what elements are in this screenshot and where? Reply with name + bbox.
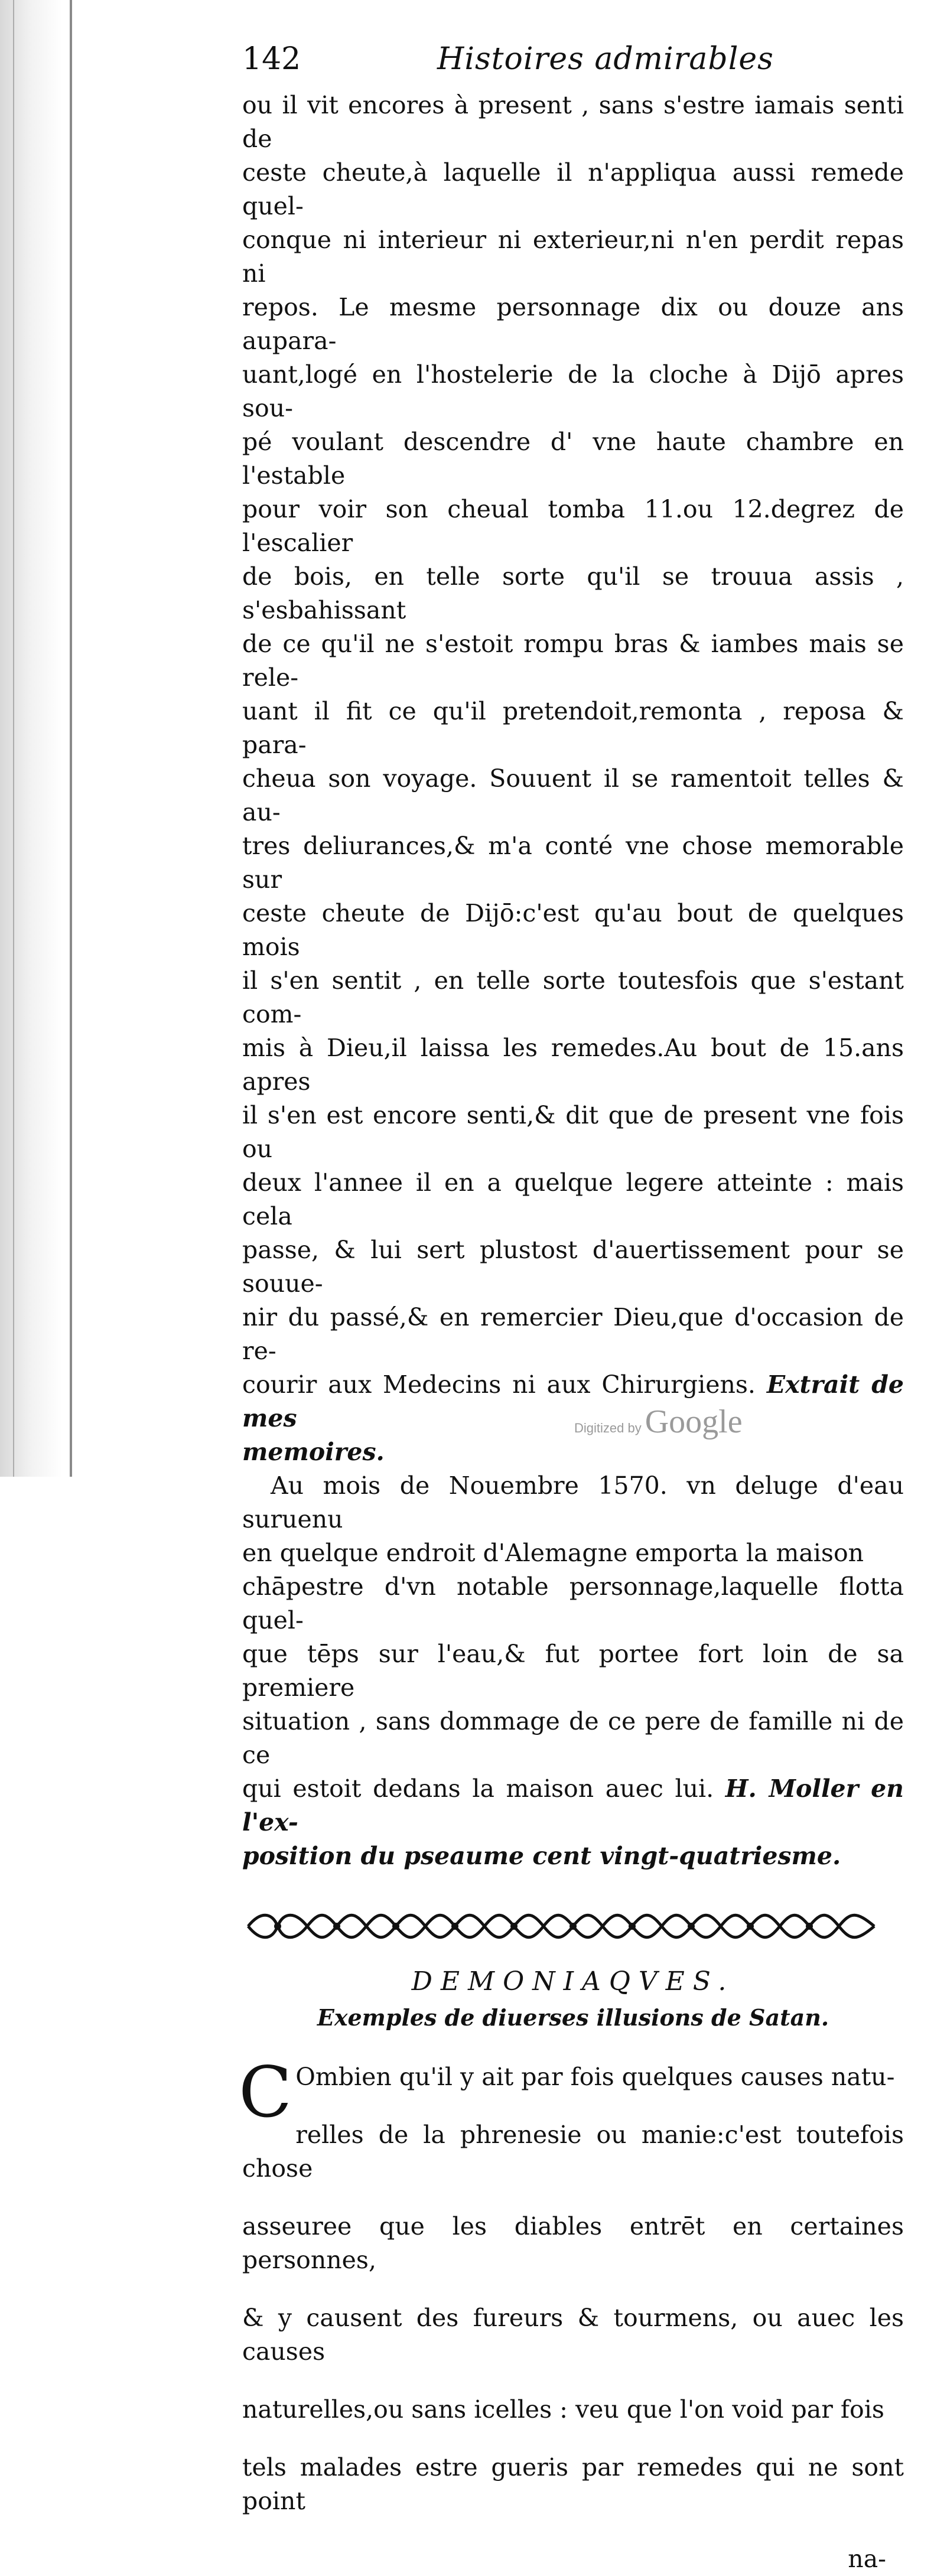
text-line: de ce qu'il ne s'estoit rompu bras & iambes mais se rele- [242, 630, 904, 692]
page-number: 142 [242, 41, 301, 77]
text-line: ceste cheute,à laquelle il n'appliqua aussi remede quel- [242, 158, 904, 220]
text-line: Ombien qu'il y ait par fois quelques causes natu- [295, 2063, 895, 2091]
paragraph-1 [242, 89, 904, 1873]
source-citation: Extrait de mes [242, 1370, 904, 1432]
text-line: conque ni interieur ni exterieur,ni n'en perdit repas ni [242, 226, 904, 288]
text-line: en quelque endroit d'Alemagne emporta la maison [242, 1539, 864, 1567]
drop-capital: C [239, 2051, 292, 2133]
running-title: Histoires admirables [437, 41, 774, 77]
section-paragraph [239, 2051, 904, 2518]
text-line: pour voir son cheual tomba 11.ou 12.degrez de l'escalier [242, 495, 904, 557]
text-line: nir du passé,& en remercier Dieu,que d'occasion de re- [242, 1303, 904, 1365]
source-citation-continued: position du pseaume cent vingt-quatriesme. [242, 1842, 841, 1870]
text-span: courir aux Medecins ni aux Chirurgiens. [242, 1370, 756, 1399]
decorative-ornament-band [242, 1909, 880, 1943]
text-line: situation , sans dommage de ce pere de famille ni de ce [242, 1707, 904, 1769]
text-line: repos. Le mesme personnage dix ou douze ans auparа- [242, 293, 904, 355]
text-line: naturelles,ou sans icelles : veu que l'on void par fois [242, 2395, 884, 2424]
running-header [242, 41, 904, 89]
google-logo: Google [645, 1403, 743, 1440]
gutter-edge-line [13, 0, 14, 1477]
text-line: ou il vit encores à present , sans s'estre iamais senti de [242, 91, 904, 153]
watermark-prefix: Digitized by [574, 1421, 642, 1435]
text-line: mis à Dieu,il laissa les remedes.Au bout de 15.ans apres [242, 1034, 904, 1096]
text-line: que tēps sur l'eau,& fut portee fort loin de sa premiere [242, 1640, 904, 1702]
text-line: uant,logé en l'hostelerie de la cloche à Dijō apres sou- [242, 360, 904, 422]
gutter-fold-line [70, 0, 72, 1477]
text-line: & y causent des fureurs & tourmens, ou auec les causes [242, 2304, 904, 2366]
source-citation: H. Moller en l'ex- [242, 1774, 904, 1836]
section-subheading: Exemples de diuerses illusions de Satan. [317, 2004, 829, 2031]
text-line: asseuree que les diables entrēt en certaines personnes, [242, 2212, 904, 2274]
text-line [242, 1368, 904, 1435]
text-line: pé voulant descendre d' vne haute chambre en l'estable [242, 428, 904, 490]
text-line: cheua son voyage. Souuent il se ramentoit telles & au- [242, 764, 904, 826]
text-line: de bois, en telle sorte qu'il se trouua assis , s'esbahissant [242, 562, 904, 624]
text-line: Au mois de Nouembre 1570. vn deluge d'eau suruenu [242, 1471, 904, 1533]
text-line: ceste cheute de Dijō:c'est qu'au bout de quelques mois [242, 899, 904, 961]
section-heading: DEMONIAQVES. [411, 1966, 735, 1997]
text-line: relles de la phrenesie ou manie:c'est toutefois chose [242, 2121, 904, 2183]
catchword: na- [848, 2545, 886, 2573]
text-line: il s'en sentit , en telle sorte toutesfois que s'estant com- [242, 966, 904, 1028]
text-line: tels malades estre gueris par remedes qui ne sont point [242, 2453, 904, 2515]
text-line: tres deliurances,& m'a conté vne chose memorable sur [242, 832, 904, 894]
source-citation-continued: memoires. [242, 1438, 385, 1466]
text-span: qui estoit dedans la maison auec lui. [242, 1774, 714, 1803]
text-line [242, 1772, 904, 1839]
text-line: chāpestre d'vn notable personnage,laquelle flotta quel- [242, 1572, 904, 1634]
digitization-watermark [574, 1403, 743, 1441]
text-line: deux l'annee il en a quelque legere atteinte : mais cela [242, 1168, 904, 1230]
text-line: il s'en est encore senti,& dit que de present vne fois ou [242, 1101, 904, 1163]
text-line: uant il fit ce qu'il pretendoit,remonta , reposa & para- [242, 697, 904, 759]
page-content [239, 41, 904, 2576]
text-line: passe, & lui sert plustost d'auertissement pour se souue- [242, 1236, 904, 1298]
